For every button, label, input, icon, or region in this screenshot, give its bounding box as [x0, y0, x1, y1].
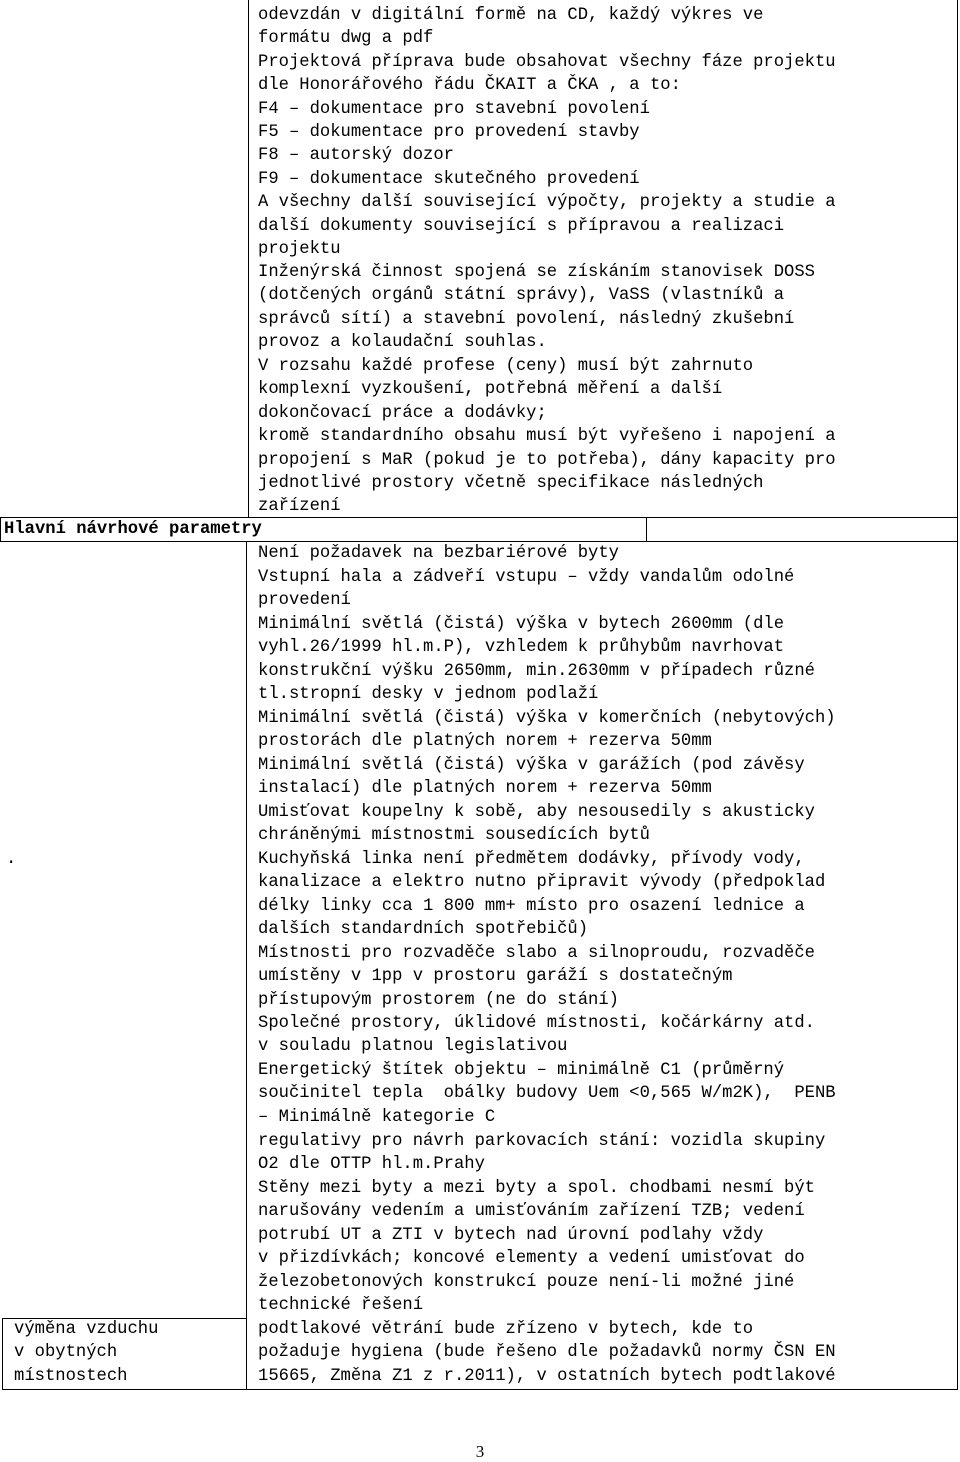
param-walls: Stěny mezi byty a mezi byty a spol. chodbami nesmí být narušovány vedením a umisťováním zařízení TZB; vedení potrubí UT a ZTI v bytech nad úrovní podlahy vždy v přizdívkách; koncové elementy a vedení umisťovat do železobetonových konstrukcí pouze není-li možné jiné technické řešení: [258, 1179, 815, 1316]
param-energy-label: Energetický štítek objektu – minimálně C1 (průměrný součinitel tepla obálky budovy Uem <0,565 W/m2K), PENB – Minimálně kategorie C: [258, 1061, 836, 1127]
ventilation-label: výměna vzduchu v obytných místnostech: [14, 1320, 159, 1386]
heading-left-rule: [0, 517, 1, 541]
label-left-border: [2, 1318, 3, 1390]
column-divider-bottom: [246, 541, 247, 1390]
heading-right-rule: [646, 517, 647, 541]
section-heading: Hlavní návrhové parametry: [4, 520, 262, 539]
param-height-flats: Minimální světlá (čistá) výška v bytech 2600mm (dle vyhl.26/1999 hl.m.P), vzhledem k průhybům navrhovat konstrukční výšku 2650mm, min.2630mm v případech různé tl.stropní desky v jednom podlaží: [258, 615, 815, 705]
param-bathrooms: Umisťovat koupelny k sobě, aby nesousedily s akusticky chráněnými místnostmi sousedících bytů: [258, 803, 815, 846]
param-common-areas: Společné prostory, úklidové místnosti, kočárkárny atd. v souladu platnou legislativou: [258, 1014, 815, 1057]
scope-of-profession-text: V rozsahu každé profese (ceny) musí být zahrnuto komplexní vyzkoušení, potřebná měření a další dokončovací práce a dodávky; kromě standardního obsahu musí být vyřešeno i napojení a propojení s MaR (pokud je to potřeba), dány kapacity pro jednotlivé prostory včetně specifikace následných zařízení: [258, 357, 836, 517]
param-height-commercial: Minimální světlá (čistá) výška v komerčních (nebytových) prostorách dle platných norem + rezerva 50mm: [258, 709, 836, 752]
dot-mark: .: [6, 850, 17, 869]
param-switchboards: Místnosti pro rozvaděče slabo a silnoproudu, rozvaděče umístěny v 1pp v prostoru garáží s dostatečným přístupovým prostorem (ne do stání): [258, 944, 815, 1010]
column-divider-top: [248, 0, 249, 518]
page-number: 3: [475, 1442, 485, 1461]
param-entrance-hall: Vstupní hala a zádveří vstupu – vždy vandalům odolné provedení: [258, 568, 795, 611]
param-kitchen: Kuchyňská linka není předmětem dodávky, přívody vody, kanalizace a elektro nutno připravit vývody (předpoklad délky linky cca 1 800 mm+ místo pro osazení lednice a dalších standardních spotřebičů): [258, 850, 826, 940]
param-barrier-free: Není požadavek na bezbariérové byty: [258, 544, 619, 563]
table-bottom-rule: [2, 1389, 958, 1390]
delivery-and-phases-text: odevzdán v digitální formě na CD, každý výkres ve formátu dwg a pdf Projektová příprava bude obsahovat všechny fáze projektu dle Honorářového řádu ČKAIT a ČKA , a to: F4 – dokumentace pro stavební povolení F5 – dokumentace pro provedení stavby F8 – autorský dozor F9 – dokumentace skutečného provedení A všechny další související výpočty, projekty a studie a další dokumenty související s přípravou a realizaci projektu: [258, 6, 836, 260]
param-parking: regulativy pro návrh parkovacích stání: vozidla skupiny O2 dle OTTP hl.m.Prahy: [258, 1132, 826, 1175]
param-height-garages: Minimální světlá (čistá) výška v garážích (pod závěsy instalací) dle platných norem + rezerva 50mm: [258, 756, 805, 799]
engineering-activity-text: Inženýrská činnost spojená se získáním stanovisek DOSS (dotčených orgánů státní správy), VaSS (vlastníků a správců sítí) a stavební povolení, následný zkušební provoz a kolaudační souhlas.: [258, 263, 815, 353]
ventilation-text: podtlakové větrání bude zřízeno v bytech, kde to požaduje hygiena (bude řešeno dle požadavků normy ČSN EN 15665, Změna Z1 z r.2011), v ostatních bytech podtlakové: [258, 1320, 836, 1386]
